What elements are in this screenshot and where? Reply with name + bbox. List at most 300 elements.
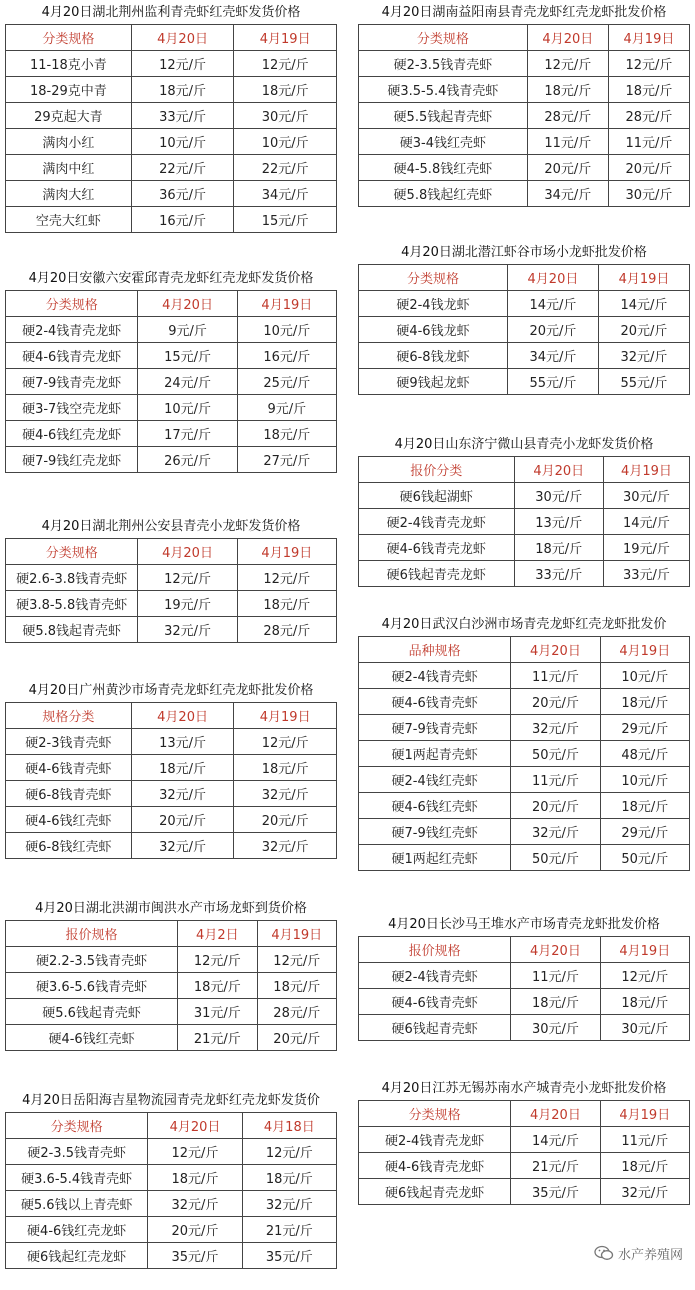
spec-cell: 硬2-4钱青壳虾 <box>359 963 511 989</box>
table-row <box>6 1139 337 1165</box>
price-cell: 11元/斤 <box>608 129 689 155</box>
spec-cell: 硬4-6钱红壳虾 <box>6 807 132 833</box>
table-row <box>359 989 690 1015</box>
spec-cell: 硬5.6钱以上青壳虾 <box>6 1191 148 1217</box>
table-row <box>6 565 337 591</box>
price-cell: 18元/斤 <box>237 591 336 617</box>
price-cell: 33元/斤 <box>514 561 603 587</box>
header-cell: 4月20日 <box>514 457 603 483</box>
table-title: 4月20日江苏无锡苏南水产城青壳小龙虾批发价格 <box>381 1081 667 1096</box>
table-row <box>6 343 337 369</box>
price-cell: 28元/斤 <box>608 103 689 129</box>
header-cell: 规格分类 <box>6 703 132 729</box>
header-cell: 报价分类 <box>359 457 515 483</box>
spec-cell: 硬6-8钱青壳虾 <box>6 781 132 807</box>
price-cell: 12元/斤 <box>527 51 608 77</box>
spec-cell: 硬3-7钱空壳龙虾 <box>6 395 138 421</box>
price-cell: 16元/斤 <box>237 343 336 369</box>
spec-cell: 空壳大红虾 <box>6 207 132 233</box>
table-row <box>359 689 690 715</box>
spec-cell: 硬7-9钱红壳虾 <box>359 819 511 845</box>
price-cell: 16元/斤 <box>131 207 234 233</box>
spec-cell: 硬4-6钱青壳虾 <box>359 689 511 715</box>
price-cell: 20元/斤 <box>148 1217 242 1243</box>
table-row <box>359 1153 690 1179</box>
table-row <box>359 343 690 369</box>
table-row <box>359 1015 690 1041</box>
spec-cell: 29克起大青 <box>6 103 132 129</box>
table-header-row <box>359 457 690 483</box>
price-cell: 9元/斤 <box>138 317 237 343</box>
table-row <box>359 181 690 207</box>
price-cell: 50元/斤 <box>600 845 689 871</box>
header-cell: 分类规格 <box>6 539 138 565</box>
price-cell: 11元/斤 <box>527 129 608 155</box>
spec-cell: 硬6-8钱红壳虾 <box>6 833 132 859</box>
price-cell: 15元/斤 <box>234 207 337 233</box>
price-table-mawangdui <box>358 914 690 1041</box>
price-cell: 30元/斤 <box>608 181 689 207</box>
table-title: 4月20日湖北潜江虾谷市场小龙虾批发价格 <box>401 245 647 260</box>
price-cell: 12元/斤 <box>257 947 336 973</box>
spec-cell: 硬2-4钱红壳虾 <box>359 767 511 793</box>
spec-cell: 满肉中红 <box>6 155 132 181</box>
price-cell: 33元/斤 <box>603 561 689 587</box>
price-cell: 36元/斤 <box>131 181 234 207</box>
price-table <box>358 1100 690 1205</box>
table-header-row <box>6 291 337 317</box>
spec-cell: 硬1两起青壳虾 <box>359 741 511 767</box>
price-cell: 32元/斤 <box>138 617 237 643</box>
spec-cell: 硬7-9钱红壳龙虾 <box>6 447 138 473</box>
price-table-huangsha <box>5 680 337 859</box>
price-cell: 20元/斤 <box>511 793 600 819</box>
price-cell: 20元/斤 <box>608 155 689 181</box>
price-cell: 10元/斤 <box>600 663 689 689</box>
table-row <box>359 715 690 741</box>
table-row <box>359 741 690 767</box>
header-cell: 4月19日 <box>600 1101 689 1127</box>
table-row <box>6 51 337 77</box>
table-row <box>6 833 337 859</box>
spec-cell: 硬2-4钱青壳虾 <box>359 663 511 689</box>
price-cell: 15元/斤 <box>138 343 237 369</box>
table-title: 4月20日湖南益阳南县青壳龙虾红壳龙虾批发价格 <box>381 5 667 20</box>
price-cell: 34元/斤 <box>507 343 598 369</box>
spec-cell: 满肉小红 <box>6 129 132 155</box>
price-table-qianjiang <box>358 242 690 395</box>
price-cell: 32元/斤 <box>511 715 600 741</box>
header-cell: 分类规格 <box>6 1113 148 1139</box>
price-cell: 12元/斤 <box>242 1139 336 1165</box>
price-cell: 18元/斤 <box>242 1165 336 1191</box>
price-table-wuxi <box>358 1078 690 1205</box>
price-cell: 34元/斤 <box>527 181 608 207</box>
table-row <box>359 845 690 871</box>
price-cell: 20元/斤 <box>257 1025 336 1051</box>
watermark <box>594 1242 683 1264</box>
price-cell: 13元/斤 <box>514 509 603 535</box>
price-cell: 12元/斤 <box>600 963 689 989</box>
table-row <box>359 1127 690 1153</box>
table-title: 4月20日长沙马王堆水产市场青壳龙虾批发价格 <box>388 917 660 932</box>
spec-cell: 硬2-4钱青壳龙虾 <box>359 1127 511 1153</box>
price-cell: 20元/斤 <box>511 689 600 715</box>
spec-cell: 11-18克小青 <box>6 51 132 77</box>
table-row <box>6 447 337 473</box>
spec-cell: 硬9钱起龙虾 <box>359 369 508 395</box>
price-table <box>5 24 337 233</box>
table-row <box>359 767 690 793</box>
table-row <box>359 819 690 845</box>
table-row <box>6 77 337 103</box>
price-cell: 18元/斤 <box>131 755 234 781</box>
spec-cell: 硬2-4钱青壳龙虾 <box>359 509 515 535</box>
price-cell: 14元/斤 <box>598 291 689 317</box>
table-row <box>6 181 337 207</box>
table-header-row <box>359 937 690 963</box>
price-table <box>358 936 690 1041</box>
price-cell: 20元/斤 <box>527 155 608 181</box>
price-cell: 20元/斤 <box>598 317 689 343</box>
price-table <box>5 290 337 473</box>
table-row <box>359 483 690 509</box>
price-table <box>5 920 337 1051</box>
table-title: 4月20日安徽六安霍邱青壳龙虾红壳龙虾发货价格 <box>28 271 314 286</box>
header-cell: 4月20日 <box>131 25 234 51</box>
table-row <box>6 103 337 129</box>
spec-cell: 硬3.8-5.8钱青壳虾 <box>6 591 138 617</box>
table-row <box>359 663 690 689</box>
table-row <box>359 1179 690 1205</box>
table-title: 4月20日广州黄沙市场青壳龙虾红壳龙虾批发价格 <box>28 683 314 698</box>
price-cell: 12元/斤 <box>237 565 336 591</box>
price-cell: 12元/斤 <box>131 51 234 77</box>
price-cell: 12元/斤 <box>178 947 257 973</box>
price-cell: 11元/斤 <box>511 663 600 689</box>
header-cell: 4月19日 <box>257 921 336 947</box>
price-cell: 11元/斤 <box>600 1127 689 1153</box>
price-cell: 18元/斤 <box>237 421 336 447</box>
price-cell: 14元/斤 <box>507 291 598 317</box>
table-row <box>6 617 337 643</box>
spec-cell: 硬4-6钱青壳龙虾 <box>359 535 515 561</box>
table-row <box>6 755 337 781</box>
table-row <box>6 807 337 833</box>
spec-cell: 硬3.5-5.4钱青壳虾 <box>359 77 528 103</box>
price-cell: 32元/斤 <box>600 1179 689 1205</box>
table-row <box>359 129 690 155</box>
header-cell: 4月20日 <box>511 637 600 663</box>
spec-cell: 硬5.6钱起青壳虾 <box>6 999 178 1025</box>
price-cell: 12元/斤 <box>608 51 689 77</box>
header-cell: 4月19日 <box>600 937 689 963</box>
table-row <box>6 395 337 421</box>
price-cell: 28元/斤 <box>237 617 336 643</box>
table-title: 4月20日湖北荆州公安县青壳小龙虾发货价格 <box>41 519 301 534</box>
price-cell: 18元/斤 <box>178 973 257 999</box>
header-cell: 分类规格 <box>6 25 132 51</box>
price-cell: 18元/斤 <box>148 1165 242 1191</box>
price-table <box>358 24 690 207</box>
price-cell: 10元/斤 <box>234 129 337 155</box>
table-row <box>6 1165 337 1191</box>
price-cell: 30元/斤 <box>514 483 603 509</box>
price-cell: 30元/斤 <box>511 1015 600 1041</box>
price-cell: 18元/斤 <box>600 989 689 1015</box>
price-cell: 21元/斤 <box>242 1217 336 1243</box>
price-cell: 10元/斤 <box>600 767 689 793</box>
spec-cell: 硬2-3钱青壳虾 <box>6 729 132 755</box>
price-cell: 18元/斤 <box>234 77 337 103</box>
spec-cell: 硬4-6钱红壳龙虾 <box>6 421 138 447</box>
spec-cell: 硬4-5.8钱红壳虾 <box>359 155 528 181</box>
table-row <box>359 793 690 819</box>
price-cell: 18元/斤 <box>608 77 689 103</box>
price-cell: 33元/斤 <box>131 103 234 129</box>
price-cell: 18元/斤 <box>511 989 600 1015</box>
table-row <box>6 317 337 343</box>
price-table <box>358 636 690 871</box>
header-cell: 品种规格 <box>359 637 511 663</box>
price-cell: 21元/斤 <box>178 1025 257 1051</box>
price-cell: 27元/斤 <box>237 447 336 473</box>
table-row <box>6 207 337 233</box>
price-cell: 50元/斤 <box>511 741 600 767</box>
spec-cell: 硬4-6钱红壳龙虾 <box>6 1217 148 1243</box>
table-title: 4月20日岳阳海吉星物流园青壳龙虾红壳龙虾发货价 <box>22 1093 320 1108</box>
price-table-nanxian <box>358 2 690 207</box>
header-cell: 4月20日 <box>511 1101 600 1127</box>
price-cell: 19元/斤 <box>603 535 689 561</box>
price-cell: 20元/斤 <box>234 807 337 833</box>
table-row <box>6 947 337 973</box>
spec-cell: 硬4-6钱青壳虾 <box>359 989 511 1015</box>
price-cell: 35元/斤 <box>511 1179 600 1205</box>
spec-cell: 硬4-6钱青壳龙虾 <box>359 1153 511 1179</box>
price-cell: 20元/斤 <box>507 317 598 343</box>
table-header-row <box>359 25 690 51</box>
table-row <box>359 535 690 561</box>
price-cell: 32元/斤 <box>148 1191 242 1217</box>
header-cell: 分类规格 <box>359 1101 511 1127</box>
header-cell: 4月19日 <box>234 703 337 729</box>
price-cell: 35元/斤 <box>242 1243 336 1269</box>
table-header-row <box>6 921 337 947</box>
spec-cell: 18-29克中青 <box>6 77 132 103</box>
table-row <box>359 155 690 181</box>
price-cell: 31元/斤 <box>178 999 257 1025</box>
header-cell: 4月19日 <box>237 539 336 565</box>
spec-cell: 硬2-3.5钱青壳虾 <box>359 51 528 77</box>
price-table <box>358 456 690 587</box>
header-cell: 4月19日 <box>603 457 689 483</box>
spec-cell: 硬5.5钱起青壳虾 <box>359 103 528 129</box>
price-cell: 12元/斤 <box>234 729 337 755</box>
spec-cell: 硬2-3.5钱青壳虾 <box>6 1139 148 1165</box>
spec-cell: 满肉大红 <box>6 181 132 207</box>
header-cell: 4月20日 <box>131 703 234 729</box>
header-cell: 4月20日 <box>138 291 237 317</box>
spec-cell: 硬6钱起红壳龙虾 <box>6 1243 148 1269</box>
spec-cell: 硬6-8钱龙虾 <box>359 343 508 369</box>
spec-cell: 硬6钱起青壳虾 <box>359 1015 511 1041</box>
header-cell: 分类规格 <box>359 265 508 291</box>
price-cell: 32元/斤 <box>242 1191 336 1217</box>
price-cell: 12元/斤 <box>234 51 337 77</box>
watermark-text: 水产养殖网 <box>617 1247 683 1263</box>
price-cell: 28元/斤 <box>257 999 336 1025</box>
price-cell: 18元/斤 <box>234 755 337 781</box>
header-cell: 4月20日 <box>527 25 608 51</box>
table-row <box>6 369 337 395</box>
price-cell: 12元/斤 <box>148 1139 242 1165</box>
price-cell: 17元/斤 <box>138 421 237 447</box>
table-row <box>6 1025 337 1051</box>
header-cell: 报价规格 <box>6 921 178 947</box>
header-cell: 4月18日 <box>242 1113 336 1139</box>
price-cell: 19元/斤 <box>138 591 237 617</box>
spec-cell: 硬2.6-3.8钱青壳虾 <box>6 565 138 591</box>
price-table <box>5 702 337 859</box>
price-table <box>5 538 337 643</box>
table-row <box>6 781 337 807</box>
table-title: 4月20日山东济宁微山县青壳小龙虾发货价格 <box>394 437 654 452</box>
price-cell: 55元/斤 <box>507 369 598 395</box>
price-cell: 12元/斤 <box>138 565 237 591</box>
table-title: 4月20日武汉白沙洲市场青壳龙虾红壳龙虾批发价 <box>381 617 667 632</box>
price-table-honghu <box>5 898 337 1051</box>
spec-cell: 硬7-9钱青壳虾 <box>359 715 511 741</box>
price-cell: 13元/斤 <box>131 729 234 755</box>
header-cell: 分类规格 <box>359 25 528 51</box>
spec-cell: 硬3-4钱红壳虾 <box>359 129 528 155</box>
table-row <box>6 155 337 181</box>
price-cell: 48元/斤 <box>600 741 689 767</box>
header-cell: 4月20日 <box>148 1113 242 1139</box>
price-cell: 32元/斤 <box>131 781 234 807</box>
table-header-row <box>359 1101 690 1127</box>
price-table-weishan <box>358 434 690 587</box>
price-table-gongan <box>5 516 337 643</box>
table-header-row <box>359 265 690 291</box>
price-cell: 32元/斤 <box>131 833 234 859</box>
price-cell: 11元/斤 <box>511 767 600 793</box>
price-cell: 21元/斤 <box>511 1153 600 1179</box>
spec-cell: 硬6钱起青壳龙虾 <box>359 1179 511 1205</box>
price-table <box>5 1112 337 1269</box>
price-table-jianli <box>5 2 337 233</box>
price-cell: 32元/斤 <box>511 819 600 845</box>
price-cell: 14元/斤 <box>603 509 689 535</box>
price-cell: 18元/斤 <box>600 689 689 715</box>
price-cell: 24元/斤 <box>138 369 237 395</box>
table-row <box>6 729 337 755</box>
table-row <box>359 509 690 535</box>
price-cell: 29元/斤 <box>600 715 689 741</box>
price-cell: 18元/斤 <box>600 793 689 819</box>
price-cell: 18元/斤 <box>131 77 234 103</box>
price-cell: 22元/斤 <box>131 155 234 181</box>
spec-cell: 硬3.6-5.6钱青壳虾 <box>6 973 178 999</box>
price-cell: 32元/斤 <box>598 343 689 369</box>
price-cell: 32元/斤 <box>234 833 337 859</box>
table-row <box>359 369 690 395</box>
table-row <box>359 963 690 989</box>
spec-cell: 硬4-6钱青壳虾 <box>6 755 132 781</box>
header-cell: 4月19日 <box>600 637 689 663</box>
price-cell: 34元/斤 <box>234 181 337 207</box>
price-cell: 26元/斤 <box>138 447 237 473</box>
price-cell: 10元/斤 <box>138 395 237 421</box>
price-cell: 18元/斤 <box>257 973 336 999</box>
spec-cell: 硬5.8钱起青壳虾 <box>6 617 138 643</box>
spec-cell: 硬7-9钱青壳龙虾 <box>6 369 138 395</box>
table-title: 4月20日湖北洪湖市闽洪水产市场龙虾到货价格 <box>35 901 307 916</box>
price-table-yueyang <box>5 1090 337 1269</box>
price-cell: 35元/斤 <box>148 1243 242 1269</box>
table-row <box>6 129 337 155</box>
table-row <box>359 103 690 129</box>
table-header-row <box>6 539 337 565</box>
spec-cell: 硬4-6钱龙虾 <box>359 317 508 343</box>
table-title: 4月20日湖北荆州监利青壳虾红壳虾发货价格 <box>41 5 301 20</box>
spec-cell: 硬5.8钱起红壳虾 <box>359 181 528 207</box>
spec-cell: 硬4-6钱红壳虾 <box>359 793 511 819</box>
table-header-row <box>6 25 337 51</box>
table-row <box>359 77 690 103</box>
table-row <box>6 1191 337 1217</box>
price-cell: 18元/斤 <box>527 77 608 103</box>
price-cell: 30元/斤 <box>600 1015 689 1041</box>
price-cell: 9元/斤 <box>237 395 336 421</box>
header-cell: 4月19日 <box>598 265 689 291</box>
table-row <box>359 561 690 587</box>
price-cell: 50元/斤 <box>511 845 600 871</box>
table-row <box>6 591 337 617</box>
header-cell: 4月2日 <box>178 921 257 947</box>
price-cell: 29元/斤 <box>600 819 689 845</box>
header-cell: 4月19日 <box>608 25 689 51</box>
spec-cell: 硬2-4钱龙虾 <box>359 291 508 317</box>
spec-cell: 硬3.6-5.4钱青壳虾 <box>6 1165 148 1191</box>
price-cell: 18元/斤 <box>600 1153 689 1179</box>
spec-cell: 硬6钱起湖虾 <box>359 483 515 509</box>
header-cell: 4月20日 <box>138 539 237 565</box>
price-cell: 32元/斤 <box>234 781 337 807</box>
price-cell: 14元/斤 <box>511 1127 600 1153</box>
price-cell: 22元/斤 <box>234 155 337 181</box>
table-row <box>6 421 337 447</box>
spec-cell: 硬1两起红壳虾 <box>359 845 511 871</box>
price-cell: 30元/斤 <box>603 483 689 509</box>
table-row <box>359 291 690 317</box>
table-row <box>6 1217 337 1243</box>
header-cell: 4月19日 <box>237 291 336 317</box>
price-cell: 10元/斤 <box>131 129 234 155</box>
header-cell: 4月20日 <box>511 937 600 963</box>
header-cell: 4月20日 <box>507 265 598 291</box>
table-header-row <box>6 703 337 729</box>
spec-cell: 硬4-6钱红壳虾 <box>6 1025 178 1051</box>
table-header-row <box>359 637 690 663</box>
price-cell: 30元/斤 <box>234 103 337 129</box>
price-cell: 55元/斤 <box>598 369 689 395</box>
price-cell: 10元/斤 <box>237 317 336 343</box>
spec-cell: 硬6钱起青壳龙虾 <box>359 561 515 587</box>
table-row <box>6 973 337 999</box>
table-header-row <box>6 1113 337 1139</box>
